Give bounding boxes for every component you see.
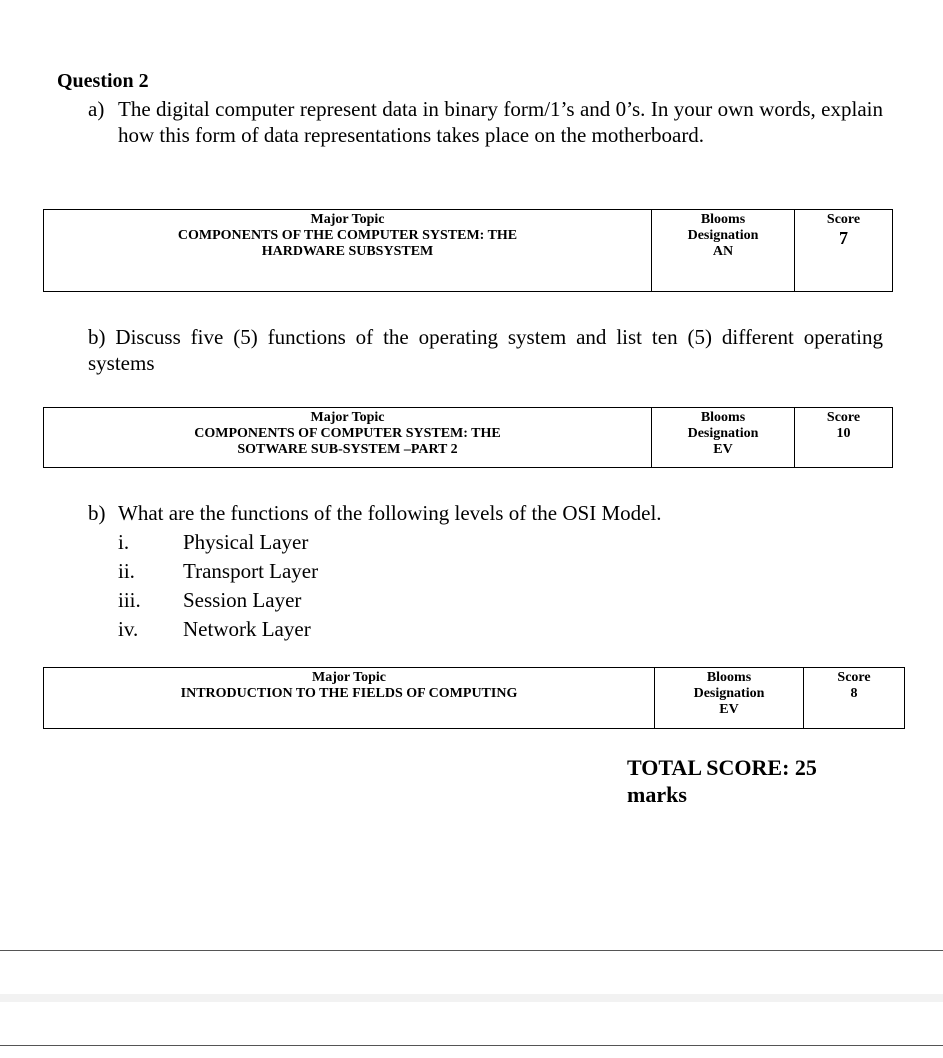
list-item-label: Network Layer [183, 617, 311, 641]
major-topic-line: INTRODUCTION TO THE FIELDS OF COMPUTING [180, 686, 518, 701]
major-topic-line: SOTWARE SUB-SYSTEM –PART 2 [237, 442, 458, 457]
score-value: 7 [839, 228, 848, 248]
part-b2-marker: b) [88, 501, 106, 525]
blooms-cell [655, 668, 804, 729]
major-topic-heading: Major Topic [310, 410, 385, 425]
major-topic-heading: Major Topic [310, 212, 385, 227]
major-topic-line: COMPONENTS OF COMPUTER SYSTEM: THE [194, 426, 501, 441]
score-heading: Score [826, 410, 861, 425]
topic-table-b1 [43, 407, 893, 468]
blooms-heading: Blooms [700, 410, 746, 425]
list-item-number: ii. [118, 559, 135, 583]
score-value: 10 [836, 426, 851, 441]
part-a-paragraph [88, 96, 883, 148]
blooms-value: AN [712, 244, 734, 259]
part-b1-text: b) Discuss five (5) functions of the operating system and list ten (5) different operating systems [88, 325, 883, 375]
list-item-label: Physical Layer [183, 530, 309, 554]
blooms-value: EV [719, 702, 739, 717]
blooms-heading: Blooms [700, 212, 746, 227]
blooms-heading: Blooms [706, 670, 752, 685]
list-item-number: iii. [118, 588, 141, 612]
total-score-line: marks [627, 782, 687, 807]
question-title: Question 2 [57, 70, 149, 92]
score-heading: Score [837, 670, 871, 685]
blooms-cell [652, 408, 795, 468]
topic-table-b2 [43, 667, 905, 729]
list-item-number: i. [118, 530, 130, 554]
blooms-cell [652, 210, 795, 292]
list-item-label: Transport Layer [183, 559, 319, 583]
designation-heading: Designation [693, 686, 765, 701]
major-topic-cell [44, 668, 655, 729]
major-topic-heading: Major Topic [311, 670, 387, 685]
part-b1-paragraph [88, 324, 883, 376]
score-cell [795, 408, 893, 468]
page-divider [0, 950, 943, 951]
part-b2-paragraph [88, 500, 908, 526]
part-a-text: The digital computer represent data in binary form/1’s and 0’s. In your own words, explain how this form of data representations takes place on the motherboard. [118, 97, 883, 147]
score-cell [795, 210, 893, 292]
score-value: 8 [850, 686, 858, 701]
score-heading: Score [826, 212, 861, 227]
major-topic-cell [44, 210, 652, 292]
total-score [627, 754, 907, 808]
page-gap-band [0, 994, 943, 1002]
blooms-value: EV [713, 442, 733, 457]
page-divider [0, 1045, 943, 1046]
list-item-number: iv. [118, 617, 139, 641]
topic-table-a [43, 209, 893, 292]
major-topic-cell [44, 408, 652, 468]
list-item-label: Session Layer [183, 588, 302, 612]
major-topic-line: COMPONENTS OF THE COMPUTER SYSTEM: THE [177, 228, 518, 243]
designation-heading: Designation [687, 228, 759, 243]
major-topic-line: HARDWARE SUBSYSTEM [261, 244, 434, 259]
score-cell [804, 668, 905, 729]
total-score-line: TOTAL SCORE: 25 [627, 755, 817, 780]
part-a-marker: a) [88, 97, 105, 121]
part-b2-text: What are the functions of the following levels of the OSI Model. [118, 501, 662, 525]
designation-heading: Designation [687, 426, 759, 441]
